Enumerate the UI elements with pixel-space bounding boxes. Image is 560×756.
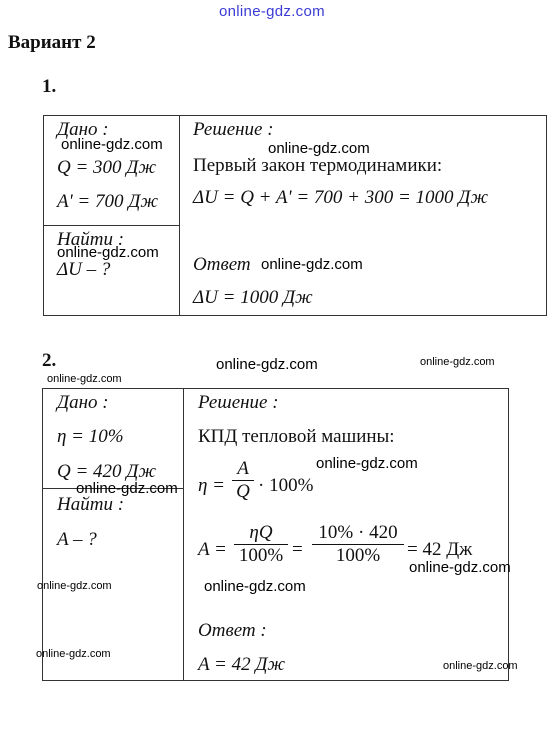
p2-a-frac1-denominator: 100%	[238, 545, 284, 566]
p2-find-value: A – ?	[57, 529, 97, 550]
p1-given-a: A' = 700 Дж	[57, 191, 159, 212]
p2-answer-label: Ответ :	[198, 620, 267, 641]
watermark: online-gdz.com	[216, 356, 318, 373]
p2-a-lhs: A =	[198, 539, 227, 560]
problem-2-number: 2.	[42, 350, 57, 371]
p2-solution-label: Решение :	[198, 392, 279, 413]
p2-efficiency-label: КПД тепловой машины:	[198, 426, 395, 447]
watermark: online-gdz.com	[47, 373, 122, 385]
watermark: online-gdz.com	[316, 455, 418, 472]
p2-answer: A = 42 Дж	[198, 654, 286, 675]
watermark: online-gdz.com	[37, 580, 112, 592]
p1-find-value: ΔU – ?	[57, 259, 111, 280]
watermark: online-gdz.com	[261, 256, 363, 273]
p2-a-equals: =	[292, 539, 303, 560]
problem-1-divider-vertical	[179, 115, 180, 316]
p2-eta-numerator: A	[237, 458, 249, 479]
p1-formula: ΔU = Q + A' = 700 + 300 = 1000 Дж	[193, 187, 489, 208]
p2-a-fraction-1	[234, 522, 288, 567]
p2-eta-denominator: Q	[236, 481, 250, 502]
p1-answer: ΔU = 1000 Дж	[193, 287, 313, 308]
problem-2-divider-vertical	[183, 388, 184, 681]
p2-a-frac2-denominator: 100%	[335, 545, 381, 566]
p1-law: Первый закон термодинамики:	[193, 155, 443, 176]
p2-given-eta: η = 10%	[57, 426, 124, 447]
p1-given-q: Q = 300 Дж	[57, 157, 157, 178]
p2-a-fraction-2	[312, 522, 404, 567]
watermark: online-gdz.com	[409, 559, 511, 576]
p2-a-frac1-numerator: ηQ	[249, 522, 273, 543]
watermark: online-gdz.com	[57, 244, 159, 261]
watermark: online-gdz.com	[76, 480, 178, 497]
p1-answer-label: Ответ	[193, 254, 251, 275]
watermark: online-gdz.com	[268, 140, 370, 157]
p1-find-label: Найти :	[57, 229, 125, 250]
p2-eta-lhs: η =	[198, 475, 225, 496]
watermark: online-gdz.com	[204, 578, 306, 595]
problem-1-number: 1.	[42, 76, 57, 97]
p2-given-label: Дано :	[57, 392, 109, 413]
p1-solution-label: Решение :	[193, 119, 274, 140]
watermark: online-gdz.com	[443, 660, 518, 672]
p2-eta-rhs: · 100%	[258, 475, 314, 496]
p2-find-label: Найти :	[57, 494, 125, 515]
p2-eta-fraction	[232, 458, 254, 503]
page-title: Вариант 2	[8, 32, 96, 53]
watermark: online-gdz.com	[61, 136, 163, 153]
watermark: online-gdz.com	[420, 356, 495, 368]
top-watermark: online-gdz.com	[219, 3, 325, 20]
watermark: online-gdz.com	[36, 648, 111, 660]
p1-given-label: Дано :	[57, 119, 109, 140]
p2-a-result: = 42 Дж	[407, 539, 473, 560]
problem-1-divider-horizontal	[43, 225, 180, 226]
p2-a-frac2-numerator: 10% · 420	[318, 522, 398, 543]
p2-given-q: Q = 420 Дж	[57, 461, 157, 482]
